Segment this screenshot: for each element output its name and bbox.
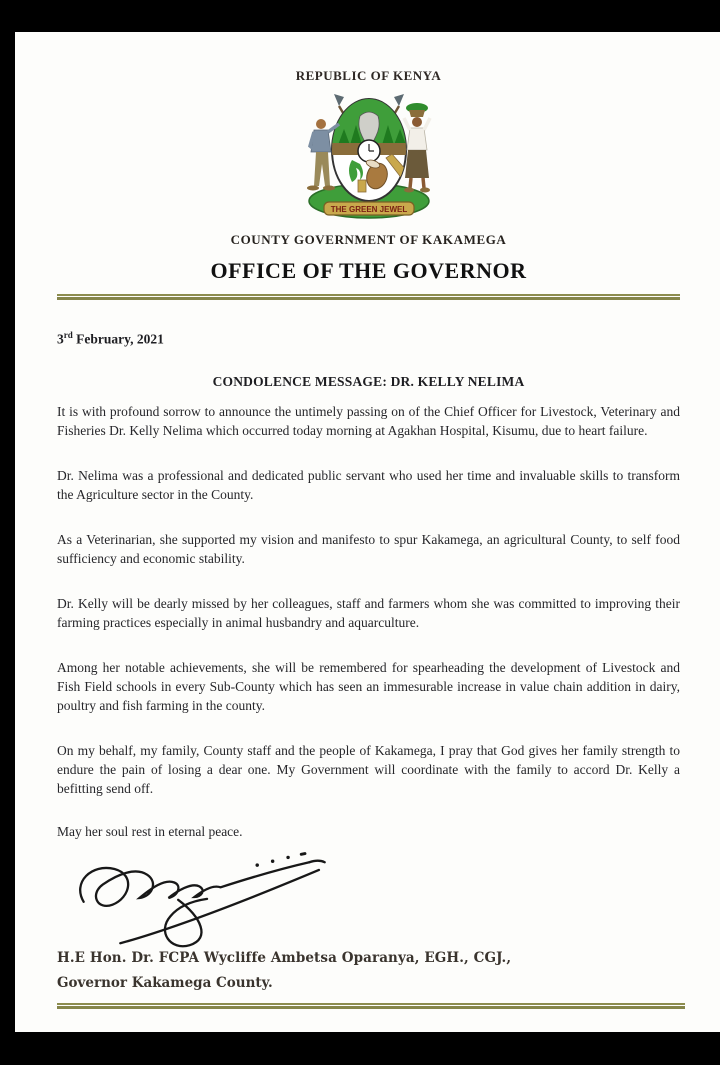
paragraph-2: Dr. Nelima was a professional and dedicated public servant who used her time and invaluable skills to transform the Agriculture sector in the County. <box>57 467 680 502</box>
letter-date <box>57 330 680 348</box>
emblem-motto: THE GREEN JEWEL <box>330 205 407 214</box>
closing-line: May her soul rest in eternal peace. <box>57 823 243 839</box>
double-rule-bottom <box>57 1003 685 1009</box>
double-rule-top <box>57 294 680 300</box>
republic-heading: REPUBLIC OF KENYA <box>295 68 442 83</box>
signoff-role: Governor Kakamega County. <box>57 974 273 991</box>
date-day: 3 <box>57 331 64 347</box>
handwritten-signature <box>59 842 680 950</box>
office-heading: OFFICE OF THE GOVERNOR <box>210 258 527 283</box>
paragraph-3: As a Veterinarian, she supported my vision and manifesto to spur Kakamega, an agricultural County, to self food sufficiency and economic stability. <box>57 531 680 566</box>
paragraph-1: It is with profound sorrow to announce the untimely passing on of the Chief Officer for Livestock, Veterinary and Fisheries Dr. Kelly Nelima which occurred today morning at Agakhan Hospital, Kisumu, due to heart failure. <box>57 403 680 438</box>
signature-graphic <box>59 842 359 950</box>
letter-body <box>57 402 680 840</box>
coat-of-arms <box>57 88 680 226</box>
signoff-block <box>57 950 680 991</box>
paragraph-5: Among her notable achievements, she will be remembered for spearheading the development of Livestock and Fish Field schools in every Sub-County which has seen an immesurable increase in value chain addition in dairy, poultry and fish farming in the county. <box>57 659 680 713</box>
letter-page <box>15 32 720 1032</box>
letter-title: CONDOLENCE MESSAGE: DR. KELLY NELIMA <box>212 373 525 389</box>
kakamega-emblem-graphic <box>290 88 448 226</box>
date-rest: February, 2021 <box>72 331 164 347</box>
date-ordinal: rd <box>63 330 73 340</box>
farmer-woman-figure <box>404 103 430 193</box>
paragraph-6: On my behalf, my family, County staff and the people of Kakamega, I pray that God gives her family strength to endure the pain of losing a dear one. My Government will coordinate with the family to accord Dr. Kelly a befitting send off. <box>57 742 680 796</box>
paragraph-4: Dr. Kelly will be dearly missed by her colleagues, staff and farmers whom she was committed to improving their farming practices especially in animal husbandry and aquarculture. <box>57 595 680 630</box>
county-heading: COUNTY GOVERNMENT OF KAKAMEGA <box>230 232 507 247</box>
signoff-name: H.E Hon. Dr. FCPA Wycliffe Ambetsa Oparanya, EGH., CGJ., <box>57 949 512 966</box>
